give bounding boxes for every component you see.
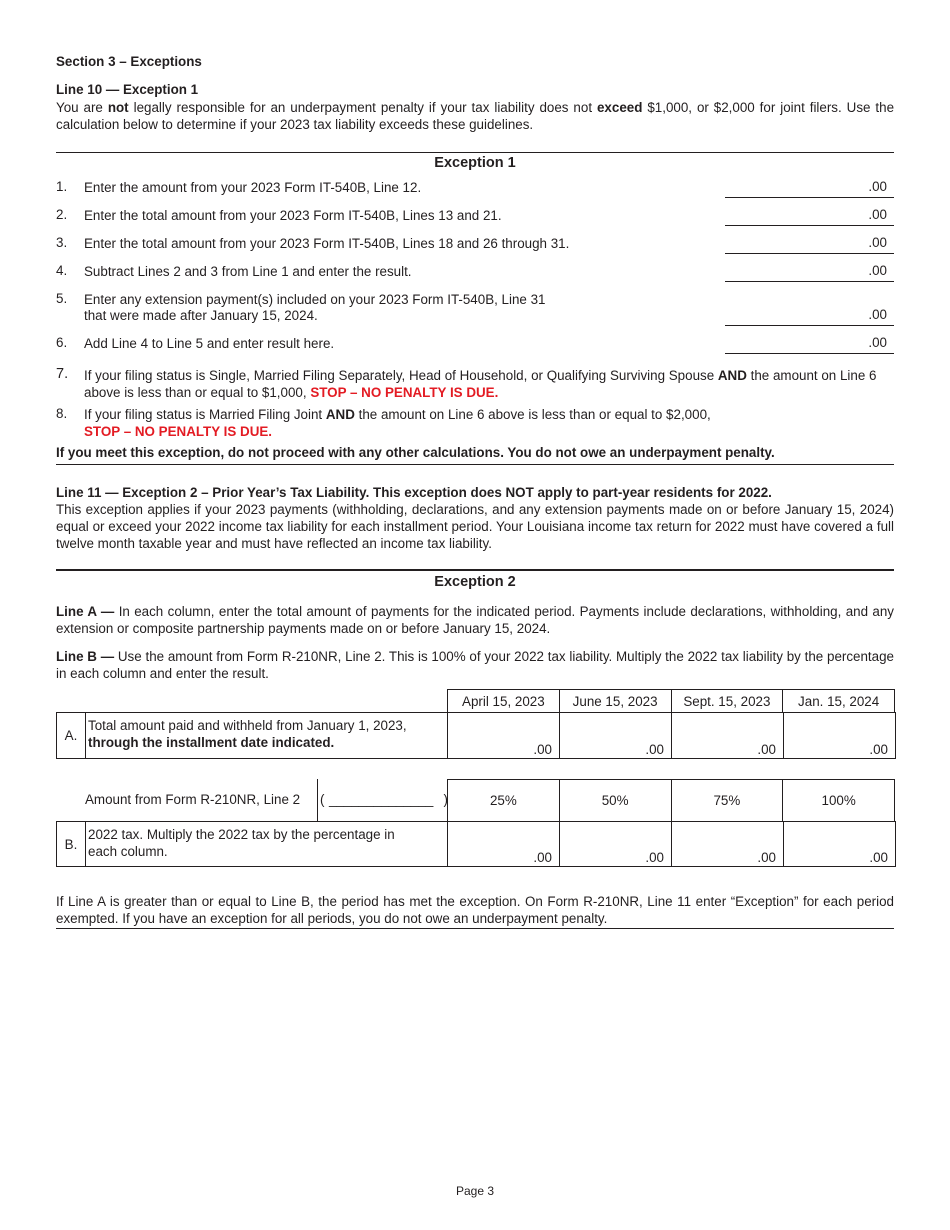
percentage-row bbox=[447, 779, 895, 822]
line11-heading: Line 11 — Exception 2 – Prior Year’s Tax Liability. This exception does NOT apply to part-year residents for 2022. bbox=[56, 485, 772, 500]
divider bbox=[56, 464, 894, 465]
divider bbox=[56, 928, 894, 929]
line2-label: Amount from Form R-210NR, Line 2 bbox=[85, 792, 301, 807]
row-b-amount-field[interactable]: .00 bbox=[448, 822, 560, 867]
exception1-line-5: 5. Enter any extension payment(s) included on your 2023 Form IT-540B, Line 31 that were made after January 15, 2024. bbox=[56, 291, 546, 323]
section-title: Section 3 – Exceptions bbox=[56, 54, 202, 69]
percentage-cell: 100% bbox=[783, 780, 895, 822]
row-a-amount-field[interactable]: .00 bbox=[784, 713, 896, 759]
exception2-line-a: Line A — In each column, enter the total amount of payments for the indicated period. Payments include declarations, withholding, and any extension or composite partnership payments made on or before January 15, 2024. bbox=[56, 604, 894, 636]
row-b-table bbox=[56, 821, 896, 867]
row-b-amount-field[interactable]: .00 bbox=[560, 822, 672, 867]
column-header: April 15, 2023 bbox=[448, 690, 560, 713]
divider bbox=[317, 779, 318, 821]
percentage-cell: 75% bbox=[671, 780, 783, 822]
line-2-amount-field[interactable]: .00 bbox=[725, 206, 894, 226]
percentage-cell: 25% bbox=[448, 780, 560, 822]
row-a-description: Total amount paid and withheld from January 1, 2023, through the installment date indicated. bbox=[86, 713, 448, 759]
row-letter: B. bbox=[57, 822, 86, 867]
page-number: Page 3 bbox=[455, 1184, 495, 1198]
line-4-amount-field[interactable]: .00 bbox=[725, 262, 894, 282]
column-header: Jan. 15, 2024 bbox=[783, 690, 895, 713]
row-a-amount-field[interactable]: .00 bbox=[560, 713, 672, 759]
line-3-amount-field[interactable]: .00 bbox=[725, 234, 894, 254]
installment-date-headers bbox=[447, 689, 895, 713]
divider bbox=[56, 569, 894, 571]
line-5-amount-field[interactable]: .00 bbox=[725, 306, 894, 326]
row-a-amount-field[interactable]: .00 bbox=[672, 713, 784, 759]
column-header: June 15, 2023 bbox=[559, 690, 671, 713]
exception2-line-b: Line B — Use the amount from Form R-210NR, Line 2. This is 100% of your 2022 tax liability. Multiply the 2022 tax liability by the percentage in each column and enter the result. bbox=[56, 649, 894, 681]
row-b-amount-field[interactable]: .00 bbox=[672, 822, 784, 867]
exception1-title: Exception 1 bbox=[434, 155, 516, 171]
exception1-closing: If you meet this exception, do not proceed with any other calculations. You do not owe an underpayment penalty. bbox=[56, 445, 775, 460]
exception2-conclusion: If Line A is greater than or equal to Line B, the period has met the exception. On Form R-210NR, Line 11 enter “Exception” for each period exempted. If you have an exception for all periods, you do not owe an underpayment penalty. bbox=[56, 894, 894, 926]
row-a-amount-field[interactable]: .00 bbox=[448, 713, 560, 759]
line-1-amount-field[interactable]: .00 bbox=[725, 178, 894, 198]
column-header: Sept. 15, 2023 bbox=[671, 690, 783, 713]
percentage-cell: 50% bbox=[559, 780, 671, 822]
row-b-amount-field[interactable]: .00 bbox=[784, 822, 896, 867]
line11-body: This exception applies if your 2023 payments (withholding, declarations, and any extension payments made on or before January 15, 2024) equal or exceed your 2022 income tax liability for each installment period. Your Louisiana income tax return for 2022 must have covered a full twelve month taxable year and must have reflected an income tax liability. bbox=[56, 502, 894, 551]
form-page: Section 3 – Exceptions Line 10 — Exception 1 You are not legally responsible for an underpayment penalty if your tax liability does not exceed $1,000, or $2,000 for joint filers. Use the calculation below to determine if your 2023 tax liability exceeds these guidelines. Exception 1 1. Enter the amount from your 2023 Form IT-540B, Line 12. .00 2. Enter the total amount from your 2023 Form IT-540B, Lines 13 and 21. .00 3. Enter the total amount from your 2023 Form IT-540B, Lines 18 and 26 through 31. .00 4. Subtract Lines 2 and 3 from Line 1 and enter the result. .00 5. Enter any extension payment(s) included on your 2023 Form IT-540B, Line 31 that were made after January 15, 2024. .00 6. Add Line 4 to Line 5 and enter result here. .00 7. If your filing status is Single, Married Filing Separately, Head of Household, or Qualifying Surviving Spouse AND the amount on Line 6 above is less than or equal to $1,000, STOP – NO PENALTY IS DUE. 8. If your filing status is Married Filing Joint AND the amount on Line 6 above is less than or equal to $2,000, STOP – NO PENALTY IS DUE. If you meet this exception, do not proceed with any other calculations. You do not owe an underpayment penalty. Line 11 — Exception 2 – Prior Year’s Tax Liability. This exception does NOT apply to part-year residents for 2022. This exception applies if your 2023 payments (withholding, declarations, and any extension payments made on or before January 15, 2024) equal or exceed your 2022 income tax liability for each installment period. Your Louisiana income tax return for 2022 must have covered a full twelve month taxable year and must have reflected an income tax liability. Exception 2 Line A — In each column, enter the total amount of payments for the indicated period. Payments include declarations, withholding, and any extension or composite partnership payments made on or before January 15, 2024. Line B — Use the amount from Form R-210NR, Line 2. This is 100% of your 2022 tax liability. Multiply the 2022 tax liability by the percentage in each column and enter the result. April 15, 2023 June 15, 2023 Sept. 15, 2023 Jan. 15, 2024 A. Total amount paid and withheld from January 1, 2023, through the installment date indicated. .00 .00 .00 .00 Amount from Form R-210NR, Line 2 ( ______________ ) 25% 50% 75% 100% B. 2022 tax. Multiply the 2022 tax by the percentage in each column. .00 .00 .00 .00 If Line A is greater than or equal to Line B, the period has met the exception. On Form R-210NR, Line 11 enter “Exception” for each period exempted. If you have an exception for all periods, you do not owe an underpayment penalty. Page 3 bbox=[56, 54, 895, 1198]
exception2-title: Exception 2 bbox=[434, 574, 516, 590]
row-a-table bbox=[56, 712, 896, 759]
divider bbox=[56, 152, 894, 153]
line-6-amount-field[interactable]: .00 bbox=[725, 334, 894, 354]
line10-intro: You are not legally responsible for an underpayment penalty if your tax liability does not exceed $1,000, or $2,000 for joint filers. Use the calculation below to determine if your 2023 tax liability exceeds these guidelines. bbox=[56, 100, 895, 132]
row-letter: A. bbox=[57, 713, 86, 759]
line2-amount-field[interactable]: ( ______________ ) bbox=[320, 792, 448, 807]
line10-heading: Line 10 — Exception 1 bbox=[56, 82, 199, 97]
row-b-description: 2022 tax. Multiply the 2022 tax by the percentage in each column. bbox=[86, 822, 448, 867]
